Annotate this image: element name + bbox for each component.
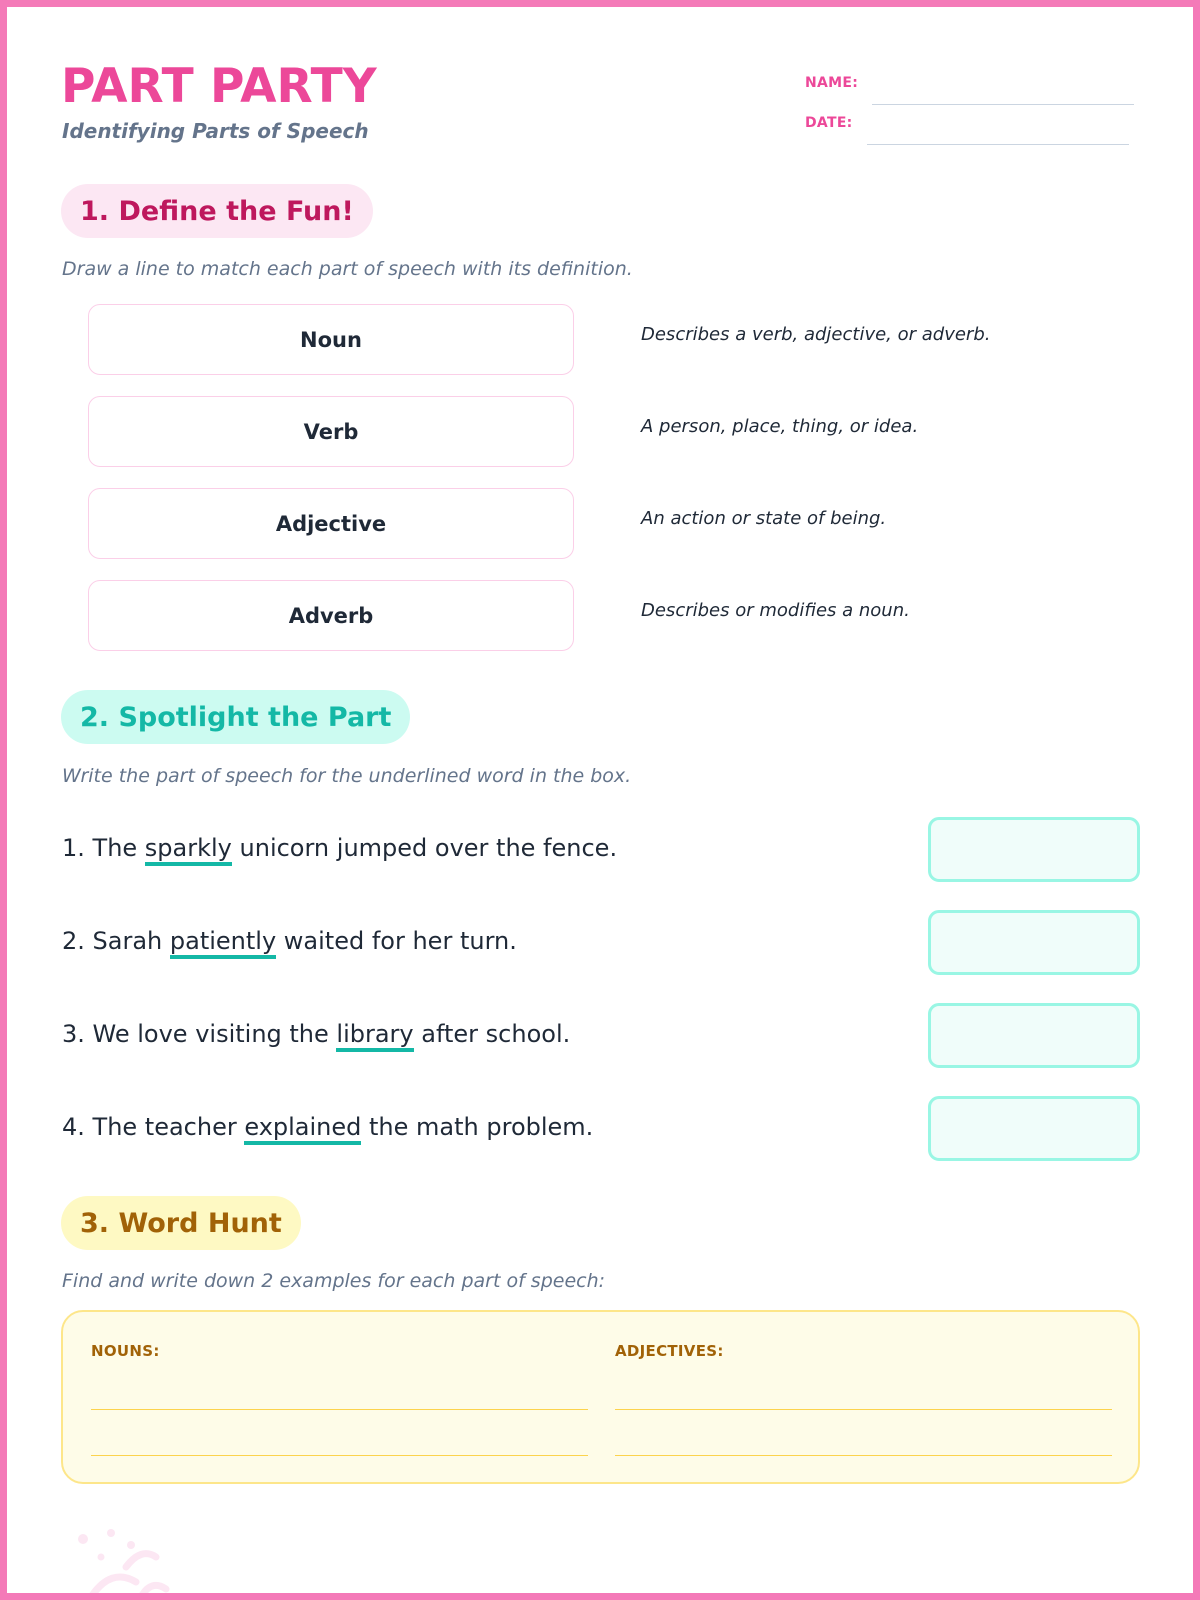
name-line[interactable] (872, 104, 1134, 105)
section2-heading: 2. Spotlight the Part (61, 690, 410, 744)
answer-box-1[interactable] (928, 817, 1140, 882)
answer-box-3[interactable] (928, 1003, 1140, 1068)
definition-1[interactable]: Describes a verb, adjective, or adverb. (641, 324, 991, 345)
sentence-3 (62, 1020, 570, 1048)
adjective-answer-line-1[interactable] (615, 1409, 1112, 1410)
definition-3[interactable]: An action or state of being. (641, 508, 887, 529)
nouns-label: NOUNS: (91, 1342, 160, 1360)
term-box-verb[interactable]: Verb (88, 396, 574, 467)
section3-instruction: Find and write down 2 examples for each part of speech: (62, 1270, 606, 1292)
sentence-text-before: 3. We love visiting the (62, 1020, 337, 1048)
underlined-word: library (336, 1020, 413, 1052)
sentence-text-after: unicorn jumped over the fence. (231, 834, 618, 862)
word-hunt-card (61, 1310, 1140, 1484)
sentence-4 (62, 1113, 593, 1141)
nouns-column (91, 1342, 588, 1360)
underlined-word: patiently (170, 927, 276, 959)
sentence-2 (62, 927, 517, 955)
confetti-doodle-icon (71, 1527, 181, 1600)
definition-4[interactable]: Describes or modifies a noun. (641, 600, 910, 621)
noun-answer-line-2[interactable] (91, 1455, 588, 1456)
sentence-text-after: after school. (413, 1020, 571, 1048)
sentence-1 (62, 834, 617, 862)
date-label: DATE: (805, 115, 853, 131)
answer-box-2[interactable] (928, 910, 1140, 975)
name-label: NAME: (805, 75, 859, 91)
worksheet-title: PART PARTY (61, 59, 377, 114)
section2-instruction: Write the part of speech for the underlined word in the box. (62, 765, 632, 787)
term-box-noun[interactable]: Noun (88, 304, 574, 375)
sentence-text-before: 2. Sarah (62, 927, 170, 955)
answer-box-4[interactable] (928, 1096, 1140, 1161)
adjective-answer-line-2[interactable] (615, 1455, 1112, 1456)
worksheet-subtitle: Identifying Parts of Speech (62, 119, 369, 143)
adjectives-column (615, 1342, 1112, 1360)
definition-2[interactable]: A person, place, thing, or idea. (641, 416, 919, 437)
underlined-word: explained (244, 1113, 361, 1145)
name-row (805, 75, 1134, 91)
sentence-text-after: the math problem. (361, 1113, 594, 1141)
sentence-text-before: 4. The teacher (62, 1113, 245, 1141)
adjectives-label: ADJECTIVES: (615, 1342, 724, 1360)
term-box-adverb[interactable]: Adverb (88, 580, 574, 651)
sentence-text-before: 1. The (62, 834, 145, 862)
underlined-word: sparkly (145, 834, 232, 866)
date-line[interactable] (867, 144, 1129, 145)
date-row (805, 115, 1129, 131)
section1-instruction: Draw a line to match each part of speech with its definition. (62, 258, 633, 280)
section3-heading: 3. Word Hunt (61, 1196, 301, 1250)
section1-heading: 1. Define the Fun! (61, 184, 373, 238)
noun-answer-line-1[interactable] (91, 1409, 588, 1410)
sentence-text-after: waited for her turn. (276, 927, 517, 955)
term-box-adjective[interactable]: Adjective (88, 488, 574, 559)
